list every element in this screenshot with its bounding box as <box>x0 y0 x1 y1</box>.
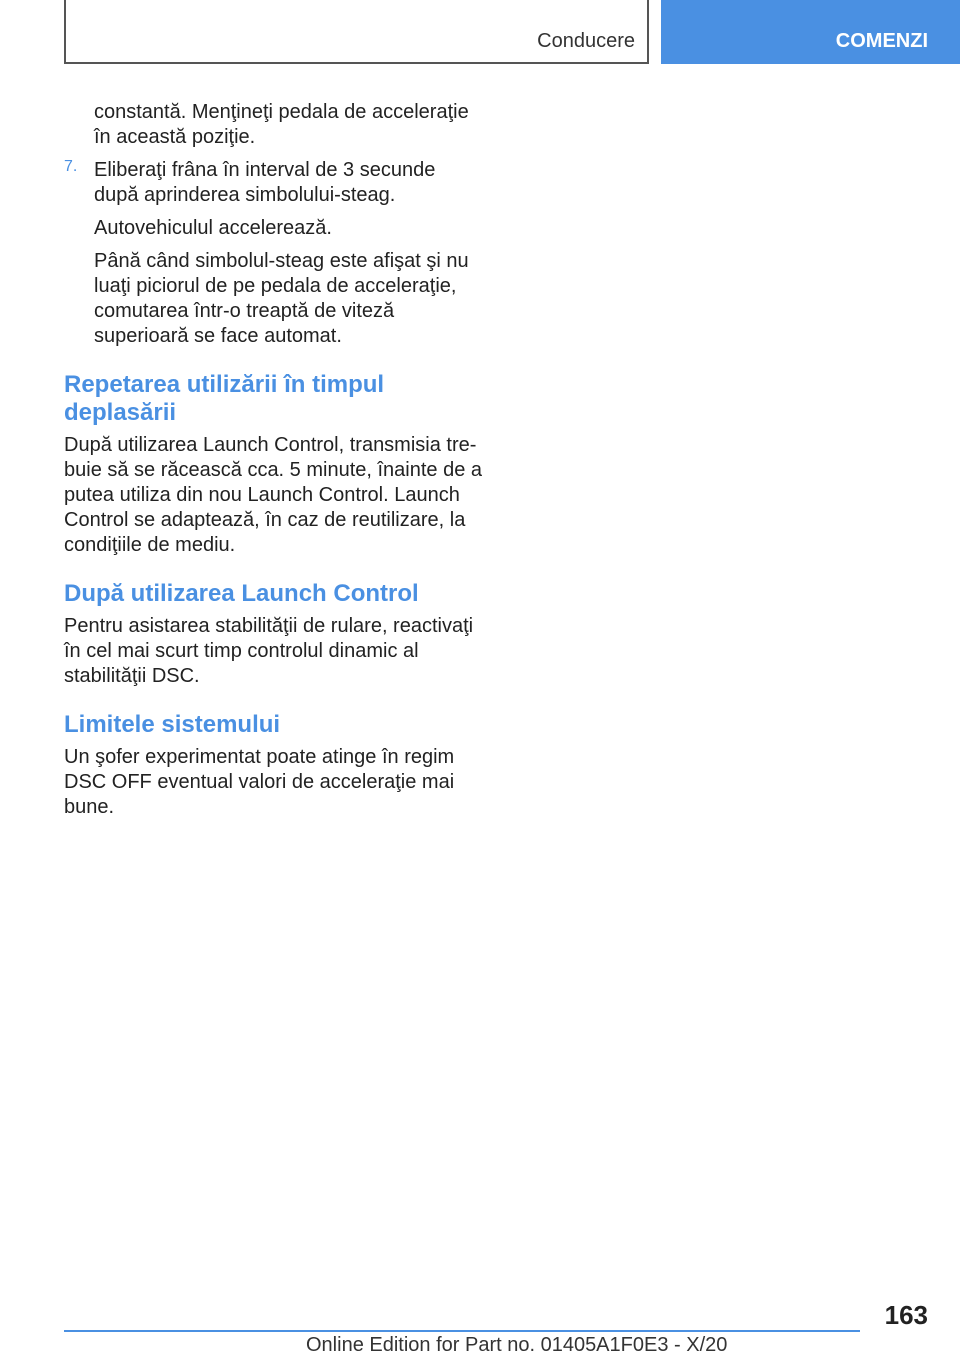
header-section-title: Conducere <box>537 30 635 52</box>
page-content <box>64 100 484 828</box>
paragraph-after-use: Pentru asistarea stabilităţii de rulare, reactivaţi în cel mai scurt timp controlul dinamic al stabilităţii DSC. <box>64 615 474 687</box>
step-number: 7. <box>64 158 78 175</box>
step-7-note: Până când simbolul-steag este afişat şi nu luaţi piciorul de pe pedala de acceleraţie, comutarea într-o treaptă de viteză superioară se face automat. <box>94 250 469 347</box>
step-7 <box>64 158 484 349</box>
continued-paragraph: constantă. Menţineţi pedala de acceleraţie în această poziţie. <box>94 101 469 148</box>
heading-after-use: După utilizarea Launch Control <box>64 580 419 607</box>
footer-divider <box>64 1330 860 1332</box>
header-section-tab <box>64 0 649 64</box>
page-number: 163 <box>884 1300 928 1330</box>
heading-repeat-use: Repetarea utilizării în timpul deplasării <box>64 371 385 426</box>
footer-edition: Online Edition for Part no. 01405A1F0E3 - X/20 <box>306 1334 728 1356</box>
header-chapter-title: COMENZI <box>835 30 928 52</box>
header-chapter-tab <box>661 0 960 64</box>
paragraph-repeat-use: După utilizarea Launch Control, transmisia trebuie să se răcească cca. 5 minute, înainte de a putea utiliza din nou Launch Control. Launch Control se adaptează, în caz de reutilizare, la condiţiile de mediu. <box>64 434 483 556</box>
step-7-result: Autovehiculul accelerează. <box>94 217 332 239</box>
paragraph-system-limits: Un şofer experimentat poate atinge în regim DSC OFF eventual valori de acceleraţie mai bune. <box>64 746 455 818</box>
step-7-text: Eliberaţi frâna în interval de 3 secunde după aprinderea simbolului-steag. <box>94 159 436 206</box>
heading-system-limits: Limitele sistemului <box>64 711 281 738</box>
